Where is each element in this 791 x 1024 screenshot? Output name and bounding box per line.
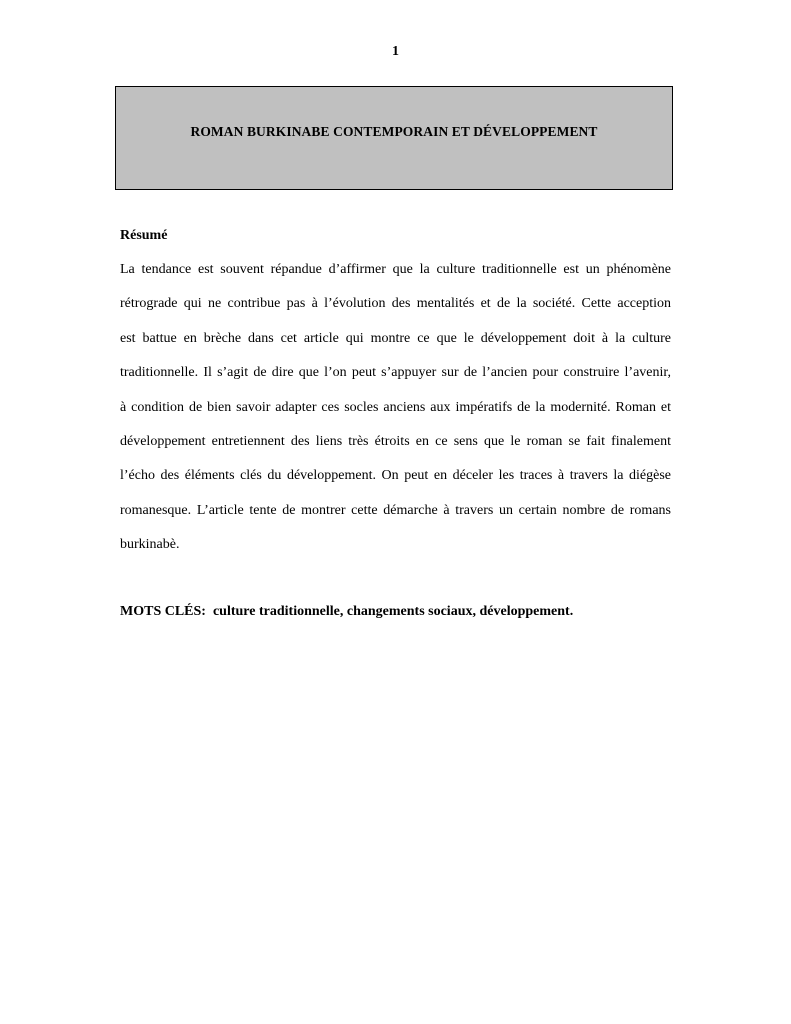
abstract-line: à condition de bien savoir adapter ces socles anciens aux impératifs de la modernité. Roman et [120, 399, 671, 415]
page-number: 1 [392, 44, 399, 59]
keywords [120, 604, 573, 620]
abstract-line: l’écho des éléments clés du développement. On peut en déceler les traces à travers la diégèse [120, 468, 671, 484]
abstract-line: traditionnelle. Il s’agit de dire que l’on peut s’appuyer sur de l’ancien pour construire l’avenir, [120, 365, 671, 381]
keywords-label: MOTS CLÉS: [120, 604, 206, 619]
abstract-line: La tendance est souvent répandue d’affirmer que la culture traditionnelle est un phénomène [120, 262, 671, 277]
title-box [115, 86, 673, 190]
abstract-line: rétrograde qui ne contribue pas à l’évolution des mentalités et de la société. Cette acception [120, 296, 671, 312]
abstract-body [120, 260, 671, 570]
abstract-line: développement entretiennent des liens très étroits en ce sens que le roman se fait finalement [120, 433, 671, 449]
abstract-line: burkinabè. [120, 537, 180, 553]
abstract-line: romanesque. L’article tente de montrer cette démarche à travers un certain nombre de romans [120, 502, 671, 518]
abstract-line: est battue en brèche dans cet article qui montre ce que le développement doit à la culture [120, 330, 671, 346]
keywords-text: culture traditionnelle, changements sociaux, développement. [212, 604, 574, 619]
document-title: ROMAN BURKINABE CONTEMPORAIN ET DÉVELOPPEMENT [190, 124, 598, 139]
abstract-heading: Résumé [120, 228, 168, 243]
